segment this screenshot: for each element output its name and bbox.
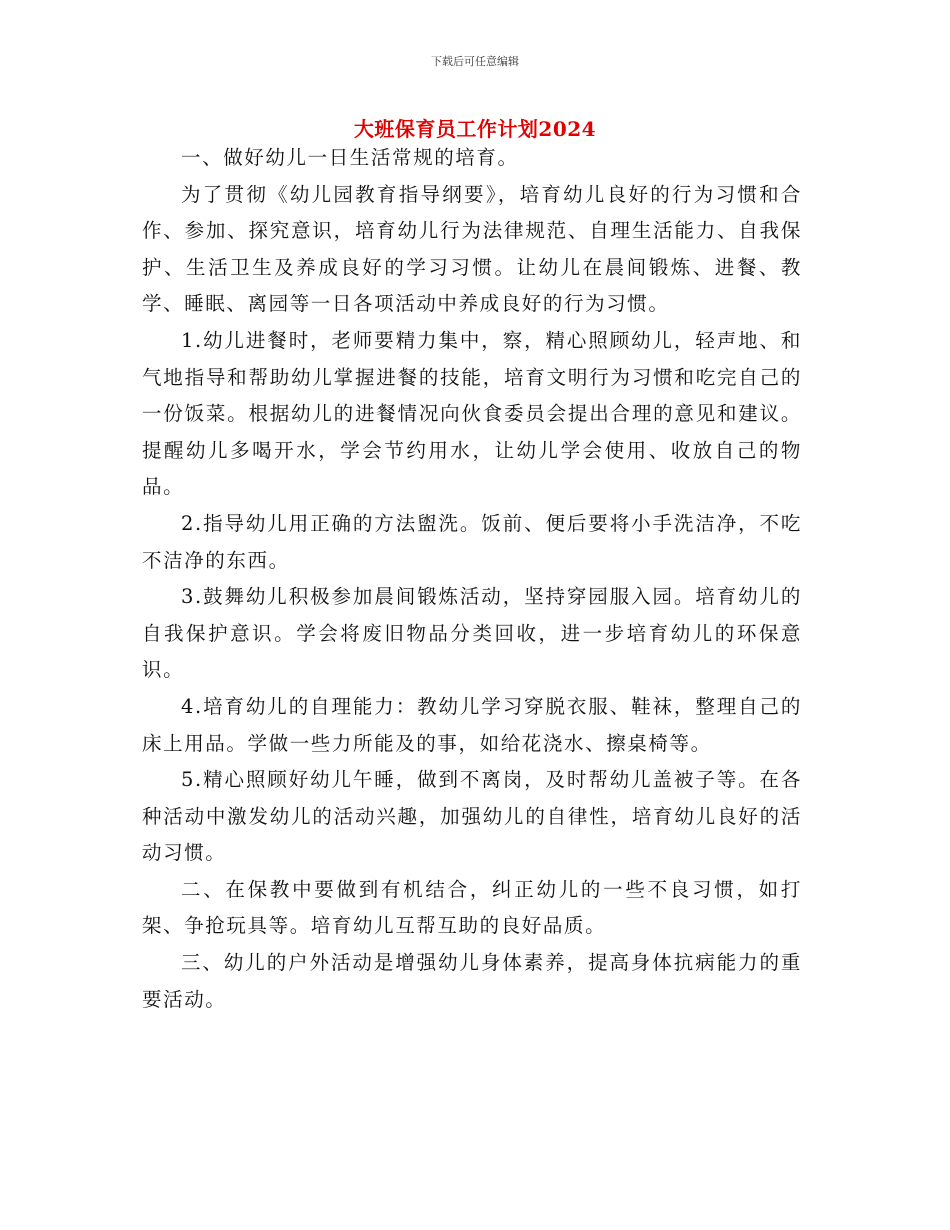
paragraph-item-4: 4.培育幼儿的自理能力：教幼儿学习穿脱衣服、鞋袜，整理自己的床上用品。学做一些力所能及的事，如给花浇水、擦桌椅等。	[142, 694, 802, 755]
paragraph-section-3: 三、幼儿的户外活动是增强幼儿身体素养，提高身体抗病能力的重要活动。	[142, 951, 802, 1011]
paragraph-section-1-heading: 一、做好幼儿一日生活常规的培育。	[181, 146, 519, 169]
paragraph-intro: 为了贯彻《幼儿园教育指导纲要》，培育幼儿良好的行为习惯和合作、参加、探究意识，培育幼儿行为法律规范、自理生活能力、自我保护、生活卫生及养成良好的学习习惯。让幼儿在晨间锻炼、进餐、教学、睡眠、离园等一日各项活动中养成良好的行为习惯。	[142, 182, 802, 316]
paragraph-item-3: 3.鼓舞幼儿积极参加晨间锻炼活动，坚持穿园服入园。培育幼儿的自我保护意识。学会将废旧物品分类回收，进一步培育幼儿的环保意识。	[142, 585, 802, 682]
document-body	[142, 140, 802, 1018]
paragraph-item-1: 1.幼儿进餐时，老师要精力集中，察，精心照顾幼儿，轻声地、和气地指导和帮助幼儿掌握进餐的技能，培育文明行为习惯和吃完自己的一份饭菜。根据幼儿的进餐情况向伙食委员会提出合理的意见和建议。提醒幼儿多喝开水，学会节约用水，让幼儿学会使用、收放自己的物品。	[142, 328, 802, 499]
paragraph-item-2: 2.指导幼儿用正确的方法盥洗。饭前、便后要将小手洗洁净，不吃不洁净的东西。	[142, 511, 802, 572]
paragraph-section-2: 二、在保教中要做到有机结合，纠正幼儿的一些不良习惯，如打架、争抢玩具等。培育幼儿互帮互助的良好品质。	[142, 877, 802, 938]
paragraph-item-5: 5.精心照顾好幼儿午睡，做到不离岗，及时帮幼儿盖被子等。在各种活动中激发幼儿的活动兴趣，加强幼儿的自律性，培育幼儿良好的活动习惯。	[142, 768, 802, 865]
page-header: 下载后可任意编辑	[431, 55, 519, 68]
document-title: 大班保育员工作计划2024	[353, 117, 597, 141]
